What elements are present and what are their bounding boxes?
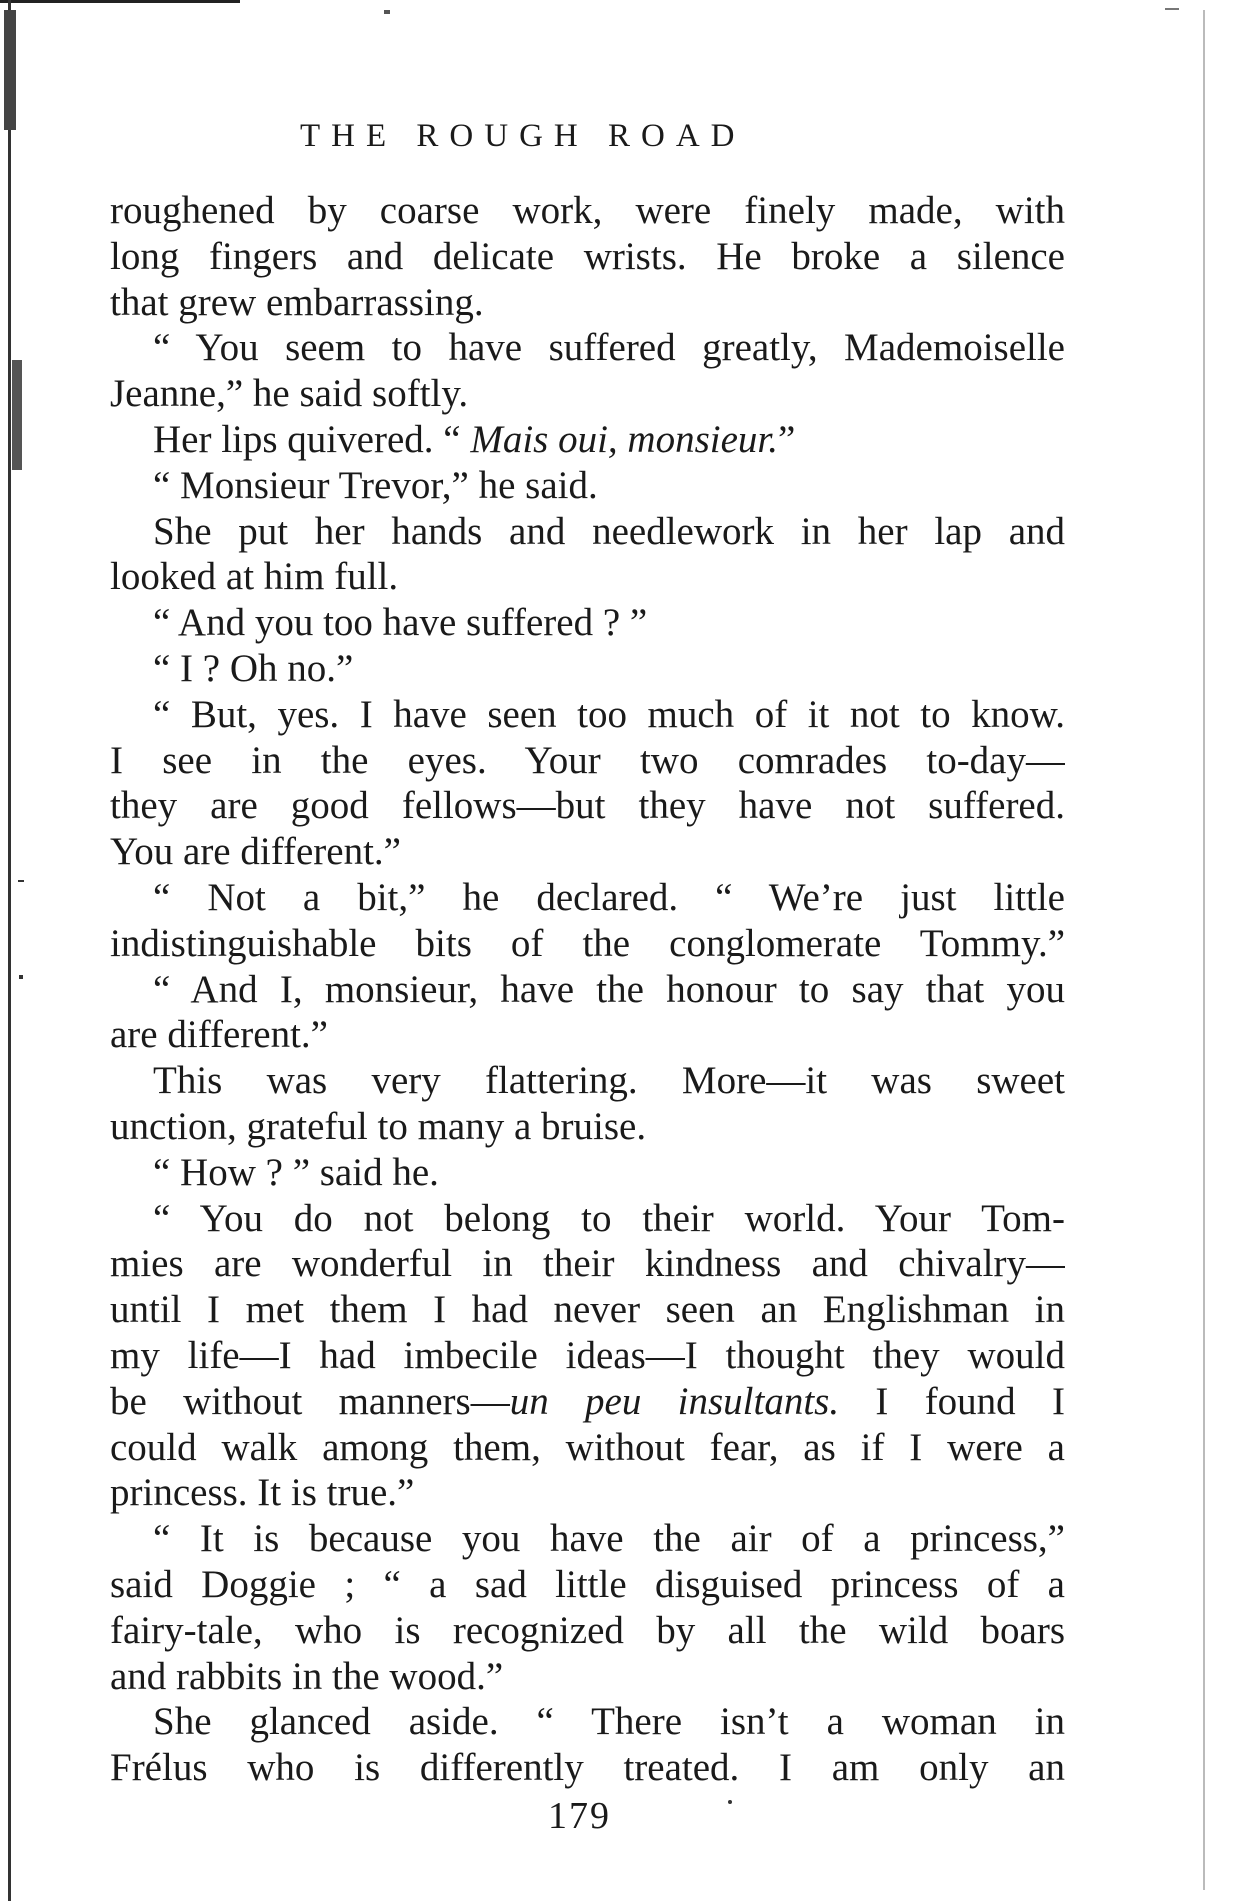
scan-artifact: [4, 10, 16, 130]
line-text-after: I found I: [839, 1379, 1065, 1423]
scan-artifact: [384, 10, 390, 14]
line-text: She put her hands and needlework in her lap and: [153, 509, 1065, 553]
scan-artifact: [19, 975, 23, 979]
line-text: and rabbits in the wood.”: [110, 1654, 504, 1698]
line-text: Frélus who is differently treated. I am only an: [110, 1746, 1065, 1790]
scan-edge-left: [8, 0, 11, 1901]
line-text: long fingers and delicate wrists. He broke a silence: [110, 234, 1065, 278]
text-line: [110, 280, 1065, 326]
text-line: [110, 371, 1065, 417]
text-line: [110, 1012, 1065, 1058]
line-text: “ You seem to have suffered greatly, Mademoiselle: [153, 326, 1065, 370]
scan-artifact: [728, 1800, 732, 1804]
text-line: [110, 1104, 1065, 1150]
text-line: [110, 1287, 1065, 1333]
line-text: be without manners—: [110, 1379, 510, 1423]
line-text: “ How ? ” said he.: [153, 1150, 439, 1194]
line-text: “ Not a bit,” he declared. “ We’re just little: [153, 875, 1065, 919]
line-text: until I met them I had never seen an Englishman in: [110, 1288, 1065, 1332]
text-line: [110, 692, 1065, 738]
line-text: “ You do not belong to their world. Your Tom-: [153, 1196, 1065, 1240]
text-line: [110, 1241, 1065, 1287]
text-line: [110, 417, 1065, 463]
scan-artifact: [12, 360, 22, 470]
line-text: “ I ? Oh no.”: [153, 646, 354, 690]
line-text: She glanced aside. “ There isn’t a woman in: [153, 1700, 1065, 1744]
italic-phrase: Mais oui, monsieur.: [470, 417, 779, 461]
text-line: [110, 1608, 1065, 1654]
text-line: [110, 1150, 1065, 1196]
line-text: my life—I had imbecile ideas—I thought they would: [110, 1333, 1065, 1377]
line-text: mies are wonderful in their kindness and chivalry—: [110, 1242, 1065, 1286]
line-text: princess. It is true.”: [110, 1471, 415, 1515]
line-text: indistinguishable bits of the conglomerate Tommy.”: [110, 921, 1065, 965]
text-line: [110, 234, 1065, 280]
text-line: [110, 1654, 1065, 1700]
text-line: [110, 1470, 1065, 1516]
text-line: [110, 1333, 1065, 1379]
line-text: “ But, yes. I have seen too much of it not to know.: [153, 692, 1065, 736]
text-line: [110, 1379, 1065, 1425]
line-text: Her lips quivered. “: [153, 417, 471, 461]
running-head: THE ROUGH ROAD: [300, 118, 746, 154]
text-line: [110, 1562, 1065, 1608]
page-number: 179: [548, 1795, 611, 1837]
line-text: “ And you too have suffered ? ”: [153, 601, 648, 645]
text-line: [110, 829, 1065, 875]
text-line: [110, 1425, 1065, 1471]
text-line: [110, 1745, 1065, 1791]
text-line: [110, 1196, 1065, 1242]
text-line: [110, 783, 1065, 829]
scan-edge-top: [0, 0, 240, 3]
text-line: [110, 967, 1065, 1013]
text-line: [110, 921, 1065, 967]
line-text: You are different.”: [110, 830, 401, 874]
text-line: [110, 738, 1065, 784]
line-text: are different.”: [110, 1013, 328, 1057]
line-text: that grew embarrassing.: [110, 280, 484, 324]
line-text-after: ”: [778, 417, 796, 461]
line-text: fairy-tale, who is recognized by all the wild boars: [110, 1608, 1065, 1652]
text-line: [110, 509, 1065, 555]
text-line: [110, 600, 1065, 646]
text-line: [110, 646, 1065, 692]
text-line: [110, 463, 1065, 509]
line-text: Jeanne,” he said softly.: [110, 372, 469, 416]
line-text: they are good fellows—but they have not suffered.: [110, 784, 1065, 828]
scan-artifact: [1165, 8, 1179, 10]
text-line: [110, 188, 1065, 234]
text-line: [110, 1516, 1065, 1562]
text-line: [110, 554, 1065, 600]
text-line: [110, 325, 1065, 371]
text-line: [110, 1699, 1065, 1745]
line-text: said Doggie ; “ a sad little disguised princess of a: [110, 1562, 1065, 1606]
scan-edge-right: [1203, 10, 1205, 1890]
body-text: [110, 188, 1065, 1791]
scan-artifact: [18, 880, 24, 882]
line-text: looked at him full.: [110, 555, 399, 599]
text-line: [110, 875, 1065, 921]
line-text: “ It is because you have the air of a princess,”: [153, 1517, 1065, 1561]
line-text: “ And I, monsieur, have the honour to say that you: [153, 967, 1065, 1011]
text-line: [110, 1058, 1065, 1104]
line-text: I see in the eyes. Your two comrades to-day—: [110, 738, 1065, 782]
line-text: This was very flattering. More—it was sweet: [153, 1059, 1065, 1103]
line-text: “ Monsieur Trevor,” he said.: [153, 463, 598, 507]
line-text: roughened by coarse work, were finely made, with: [110, 189, 1065, 232]
line-text: unction, grateful to many a bruise.: [110, 1104, 647, 1148]
italic-phrase: un peu insultants.: [509, 1379, 840, 1423]
line-text: could walk among them, without fear, as if I were a: [110, 1425, 1065, 1469]
